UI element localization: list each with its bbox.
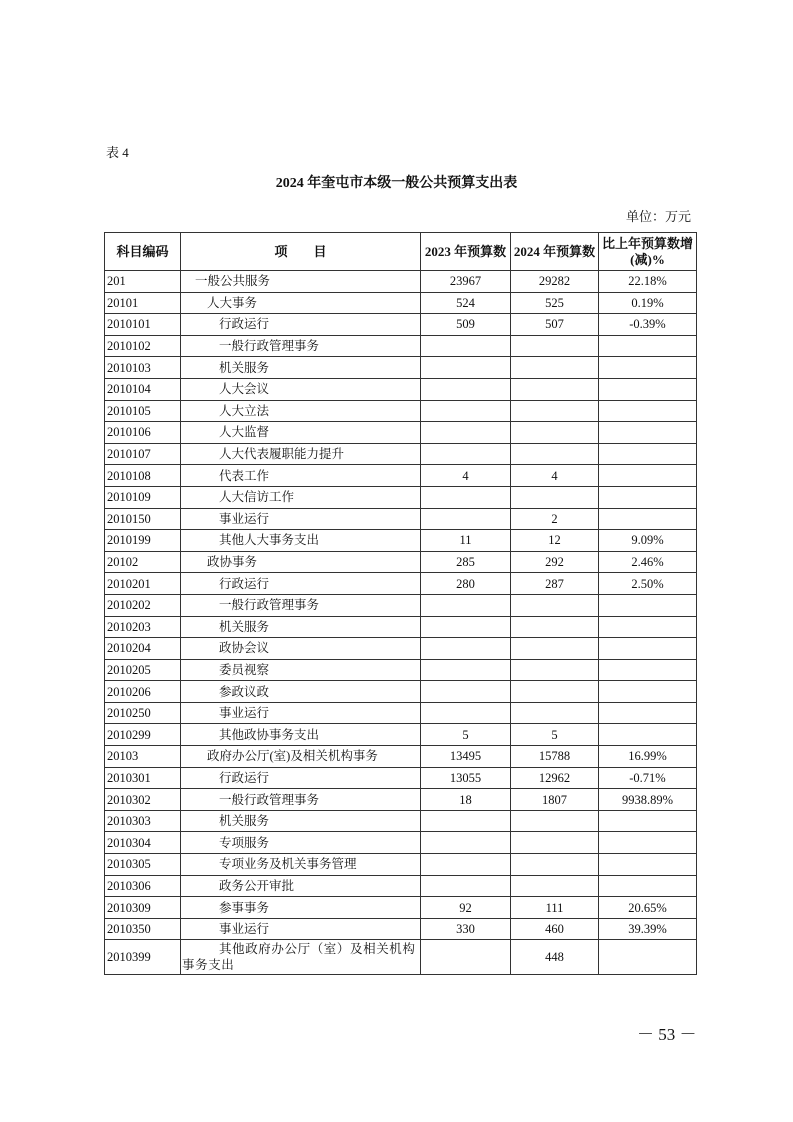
row-2024-budget: 287 [511,573,599,595]
row-2024-budget: 460 [511,918,599,940]
row-2023-budget [421,854,511,876]
row-2024-budget: 507 [511,314,599,336]
row-2023-budget [421,681,511,703]
row-code: 2010101 [105,314,181,336]
row-item: 政协会议 [181,638,421,660]
row-item: 行政运行 [181,573,421,595]
row-2024-budget: 15788 [511,746,599,768]
row-2023-budget: 92 [421,897,511,919]
row-2024-budget [511,616,599,638]
row-2024-budget: 12 [511,530,599,552]
row-code: 2010203 [105,616,181,638]
row-2024-budget: 29282 [511,271,599,293]
row-2023-budget [421,443,511,465]
row-item: 政务公开审批 [181,875,421,897]
table-row [105,659,697,681]
row-item: 其他政协事务支出 [181,724,421,746]
row-change-percent [599,940,697,975]
row-2024-budget [511,832,599,854]
row-2024-budget [511,875,599,897]
row-change-percent [599,422,697,444]
row-item: 人大事务 [181,292,421,314]
row-item: 政协事务 [181,551,421,573]
row-change-percent [599,378,697,400]
row-change-percent [599,681,697,703]
row-2023-budget [421,335,511,357]
row-2024-budget: 111 [511,897,599,919]
table-row [105,378,697,400]
row-code: 2010250 [105,702,181,724]
row-code: 2010205 [105,659,181,681]
table-row [105,702,697,724]
row-2023-budget [421,638,511,660]
table-row [105,508,697,530]
row-code: 2010104 [105,378,181,400]
row-code: 20101 [105,292,181,314]
row-item: 参政议政 [181,681,421,703]
row-code: 2010204 [105,638,181,660]
row-2024-budget: 525 [511,292,599,314]
table-row [105,767,697,789]
table-row [105,465,697,487]
row-item: 机关服务 [181,357,421,379]
row-code: 2010103 [105,357,181,379]
row-2023-budget [421,940,511,975]
header-item: 项 目 [181,233,421,271]
table-row [105,443,697,465]
row-code: 2010202 [105,594,181,616]
table-row [105,638,697,660]
table-row [105,897,697,919]
row-change-percent: 2.50% [599,573,697,595]
header-change: 比上年预算数增(减)% [599,233,697,271]
table-row [105,551,697,573]
row-2024-budget: 292 [511,551,599,573]
row-code: 2010350 [105,918,181,940]
row-change-percent: -0.71% [599,767,697,789]
row-2023-budget: 524 [421,292,511,314]
row-2023-budget [421,508,511,530]
row-2024-budget [511,681,599,703]
row-item: 机关服务 [181,616,421,638]
row-2024-budget: 12962 [511,767,599,789]
row-2024-budget [511,638,599,660]
row-item: 人大代表履职能力提升 [181,443,421,465]
row-code: 2010106 [105,422,181,444]
row-item: 专项服务 [181,832,421,854]
table-row [105,594,697,616]
table-row [105,940,697,975]
header-2023: 2023 年预算数 [421,233,511,271]
table-row [105,789,697,811]
row-change-percent [599,357,697,379]
row-2024-budget: 2 [511,508,599,530]
row-2023-budget: 18 [421,789,511,811]
row-2024-budget: 4 [511,465,599,487]
row-item: 行政运行 [181,767,421,789]
row-item: 事业运行 [181,918,421,940]
row-code: 2010399 [105,940,181,975]
row-code: 2010302 [105,789,181,811]
page-number: － 53 － [637,1025,697,1044]
table-row [105,357,697,379]
row-2024-budget [511,659,599,681]
row-code: 2010206 [105,681,181,703]
row-2023-budget: 23967 [421,271,511,293]
row-change-percent [599,335,697,357]
row-code: 2010305 [105,854,181,876]
row-change-percent [599,486,697,508]
row-2024-budget [511,400,599,422]
row-code: 2010303 [105,810,181,832]
row-2024-budget [511,702,599,724]
row-2023-budget: 330 [421,918,511,940]
row-2023-budget: 11 [421,530,511,552]
row-2023-budget: 13055 [421,767,511,789]
row-2023-budget [421,832,511,854]
row-code: 2010299 [105,724,181,746]
row-change-percent [599,810,697,832]
row-change-percent [599,832,697,854]
row-code: 2010102 [105,335,181,357]
row-change-percent: 9.09% [599,530,697,552]
row-item: 政府办公厅(室)及相关机构事务 [181,746,421,768]
row-code: 2010107 [105,443,181,465]
table-row [105,573,697,595]
row-2023-budget: 280 [421,573,511,595]
row-2023-budget [421,422,511,444]
row-code: 2010150 [105,508,181,530]
row-2024-budget [511,443,599,465]
table-row [105,292,697,314]
budget-table [104,232,697,975]
table-row [105,746,697,768]
row-item: 人大监督 [181,422,421,444]
row-code: 2010301 [105,767,181,789]
row-item: 事业运行 [181,702,421,724]
row-2024-budget [511,810,599,832]
row-2023-budget [421,616,511,638]
row-2023-budget: 509 [421,314,511,336]
row-item: 一般行政管理事务 [181,789,421,811]
row-change-percent: 22.18% [599,271,697,293]
row-code: 2010304 [105,832,181,854]
row-change-percent [599,508,697,530]
row-2023-budget: 13495 [421,746,511,768]
table-row [105,530,697,552]
row-change-percent: -0.39% [599,314,697,336]
row-item: 人大立法 [181,400,421,422]
row-change-percent: 0.19% [599,292,697,314]
row-change-percent: 20.65% [599,897,697,919]
row-2023-budget: 4 [421,465,511,487]
row-2024-budget [511,335,599,357]
table-label: 表 4 [106,145,129,160]
row-change-percent [599,443,697,465]
table-body [105,271,697,975]
row-2023-budget [421,594,511,616]
row-item: 其他人大事务支出 [181,530,421,552]
row-change-percent [599,638,697,660]
row-2024-budget: 1807 [511,789,599,811]
table-header-row [105,233,697,271]
row-2023-budget [421,659,511,681]
row-change-percent [599,465,697,487]
row-2024-budget [511,378,599,400]
unit-label: 单位：万元 [625,209,691,224]
row-item: 一般行政管理事务 [181,594,421,616]
header-2024: 2024 年预算数 [511,233,599,271]
row-code: 2010105 [105,400,181,422]
row-item: 代表工作 [181,465,421,487]
row-item: 委员视察 [181,659,421,681]
row-2024-budget: 448 [511,940,599,975]
page-title: 2024 年奎屯市本级一般公共预算支出表 [275,176,518,191]
table-row [105,400,697,422]
row-item: 机关服务 [181,810,421,832]
table-row [105,271,697,293]
row-2023-budget [421,810,511,832]
row-change-percent: 2.46% [599,551,697,573]
row-2023-budget: 285 [421,551,511,573]
table-row [105,875,697,897]
row-change-percent: 9938.89% [599,789,697,811]
row-2023-budget [421,357,511,379]
row-2024-budget [511,422,599,444]
row-code: 201 [105,271,181,293]
row-change-percent [599,875,697,897]
table-row [105,724,697,746]
row-code: 2010109 [105,486,181,508]
header-code: 科目编码 [105,233,181,271]
row-2024-budget [511,594,599,616]
row-item: 专项业务及机关事务管理 [181,854,421,876]
table-row [105,422,697,444]
row-code: 2010306 [105,875,181,897]
row-item: 事业运行 [181,508,421,530]
row-code: 20102 [105,551,181,573]
row-item: 行政运行 [181,314,421,336]
row-code: 2010309 [105,897,181,919]
row-code: 20103 [105,746,181,768]
row-change-percent [599,659,697,681]
table-row [105,335,697,357]
row-change-percent [599,854,697,876]
row-item: 人大会议 [181,378,421,400]
row-code: 2010201 [105,573,181,595]
row-change-percent [599,594,697,616]
table-row [105,681,697,703]
row-2024-budget [511,854,599,876]
table-row [105,314,697,336]
row-change-percent: 16.99% [599,746,697,768]
row-item: 其他政府办公厅（室）及相关机构事务支出 [181,940,421,975]
row-2024-budget [511,357,599,379]
row-change-percent: 39.39% [599,918,697,940]
row-2023-budget [421,400,511,422]
row-item: 一般公共服务 [181,271,421,293]
row-item: 人大信访工作 [181,486,421,508]
row-code: 2010108 [105,465,181,487]
row-item: 一般行政管理事务 [181,335,421,357]
table-row [105,486,697,508]
table-row [105,832,697,854]
row-code: 2010199 [105,530,181,552]
row-change-percent [599,724,697,746]
row-2023-budget [421,486,511,508]
table-row [105,616,697,638]
table-row [105,854,697,876]
row-2024-budget [511,486,599,508]
row-2023-budget [421,875,511,897]
row-change-percent [599,702,697,724]
row-change-percent [599,400,697,422]
row-2023-budget [421,378,511,400]
row-change-percent [599,616,697,638]
row-2023-budget [421,702,511,724]
row-2023-budget: 5 [421,724,511,746]
table-row [105,918,697,940]
table-row [105,810,697,832]
row-2024-budget: 5 [511,724,599,746]
row-item: 参事事务 [181,897,421,919]
